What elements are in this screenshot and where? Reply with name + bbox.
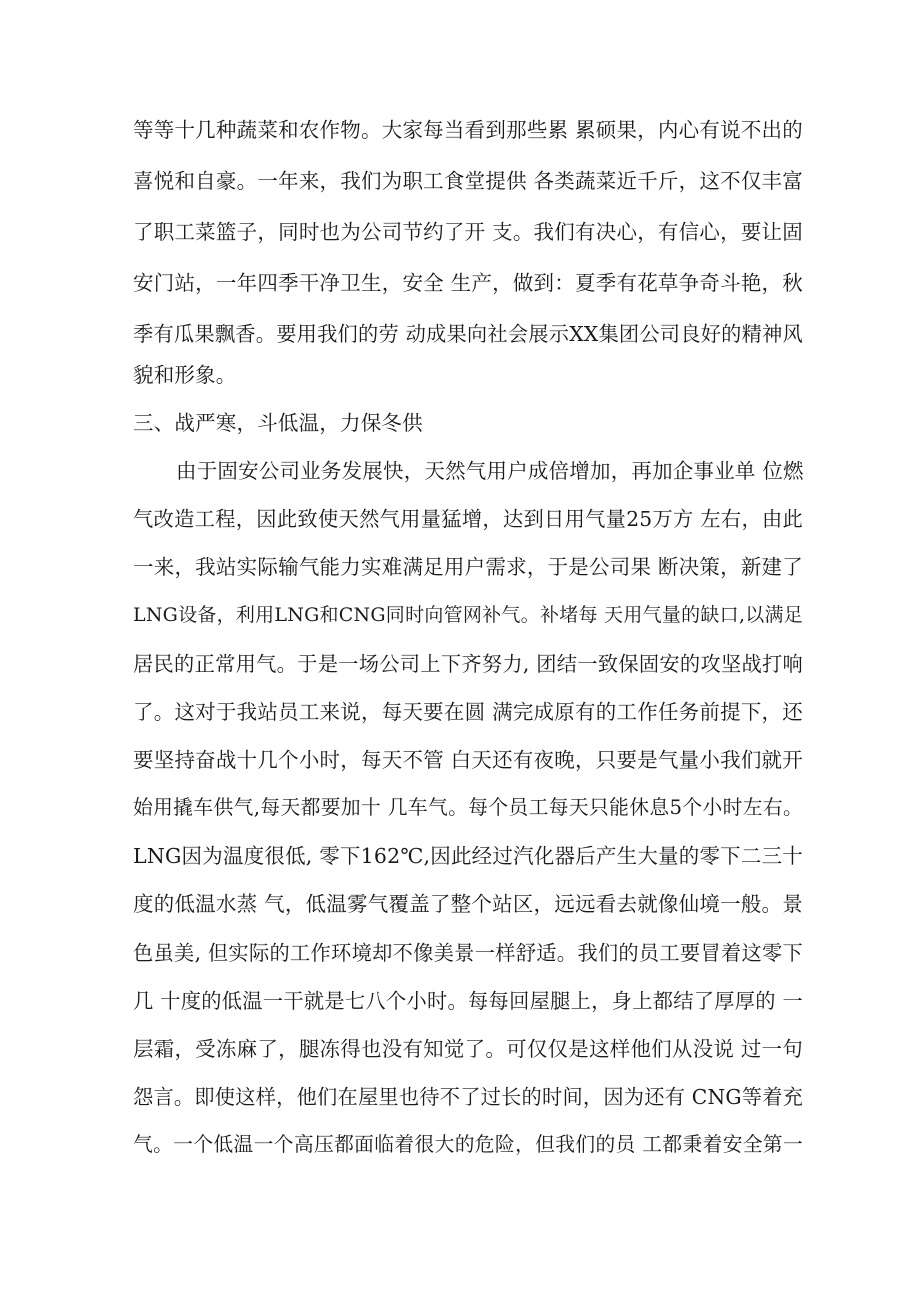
paragraph-line: 居民的正常用气。于是一场公司上下齐努力, 团结一致保固安的攻坚战打响 — [133, 652, 803, 676]
paragraph-line: 几 十度的低温一干就是七八个小时。每每回屋腿上，身上都结了厚厚的 一 — [133, 989, 803, 1013]
paragraph-line: 貌和形象。 — [133, 363, 237, 387]
paragraph-line: 层霜，受冻麻了，腿冻得也没有知觉了。可仅仅是这样他们从没说 过一句 — [133, 1037, 803, 1061]
paragraph-line: 由于固安公司业务发展快，天然气用户成倍增加，再加企事业单 位燃 — [176, 459, 804, 483]
paragraph-line: 一来，我站实际输气能力实难满足用户需求，于是公司果 断决策，新建了 — [133, 555, 803, 579]
paragraph-line: 等等十几种蔬菜和农作物。大家每当看到那些累 累硕果，内心有说不出的 — [133, 118, 803, 142]
paragraph-line: 始用撬车供气,每天都要加十 几车气。每个员工每天只能休息5个小时左右。 — [133, 796, 803, 819]
paragraph-line: 安门站，一年四季干净卫生，安全 生产，做到：夏季有花草争奇斗艳，秋 — [133, 271, 803, 295]
paragraph-line: 喜悦和自豪。一年来，我们为职工食堂提供 各类蔬菜近千斤，这不仅丰富 — [133, 169, 803, 193]
paragraph-line: 季有瓜果飘香。要用我们的劳 动成果向社会展示XX集团公司良好的精神风 — [133, 322, 803, 346]
paragraph-line: 气改造工程，因此致使天然气用量猛增，达到日用气量25万方 左右，由此 — [133, 507, 803, 531]
paragraph-line: 怨言。即使这样，他们在屋里也待不了过长的时间，因为还有 CNG等着充 — [133, 1085, 804, 1109]
section-heading: 三、战严寒，斗低温，力保冬供 — [133, 411, 423, 435]
paragraph-line: 了。这对于我站员工来说，每天要在圆 满完成原有的工作任务前提下，还 — [133, 700, 803, 724]
paragraph-line: 要坚持奋战十几个小时，每天不管 白天还有夜晚，只要是气量小我们就开 — [133, 748, 803, 772]
paragraph-line: 了职工菜篮子，同时也为公司节约了开 支。我们有决心，有信心，要让固 — [133, 220, 803, 244]
paragraph-line: 度的低温水蒸 气，低温雾气覆盖了整个站区，远远看去就像仙境一般。景 — [133, 892, 803, 916]
paragraph-line: 气。一个低温一个高压都面临着很大的危险，但我们的员 工都秉着安全第一 — [133, 1133, 803, 1156]
paragraph-line: LNG设备，利用LNG和CNG同时向管网补气。补堵每 天用气量的缺口,以满足 — [133, 604, 803, 626]
paragraph-line: LNG因为温度很低, 零下162℃,因此经过汽化器后产生大量的零下二三十 — [133, 844, 803, 868]
paragraph-line: 色虽美, 但实际的工作环境却不像美景一样舒适。我们的员工要冒着这零下 — [133, 941, 803, 965]
